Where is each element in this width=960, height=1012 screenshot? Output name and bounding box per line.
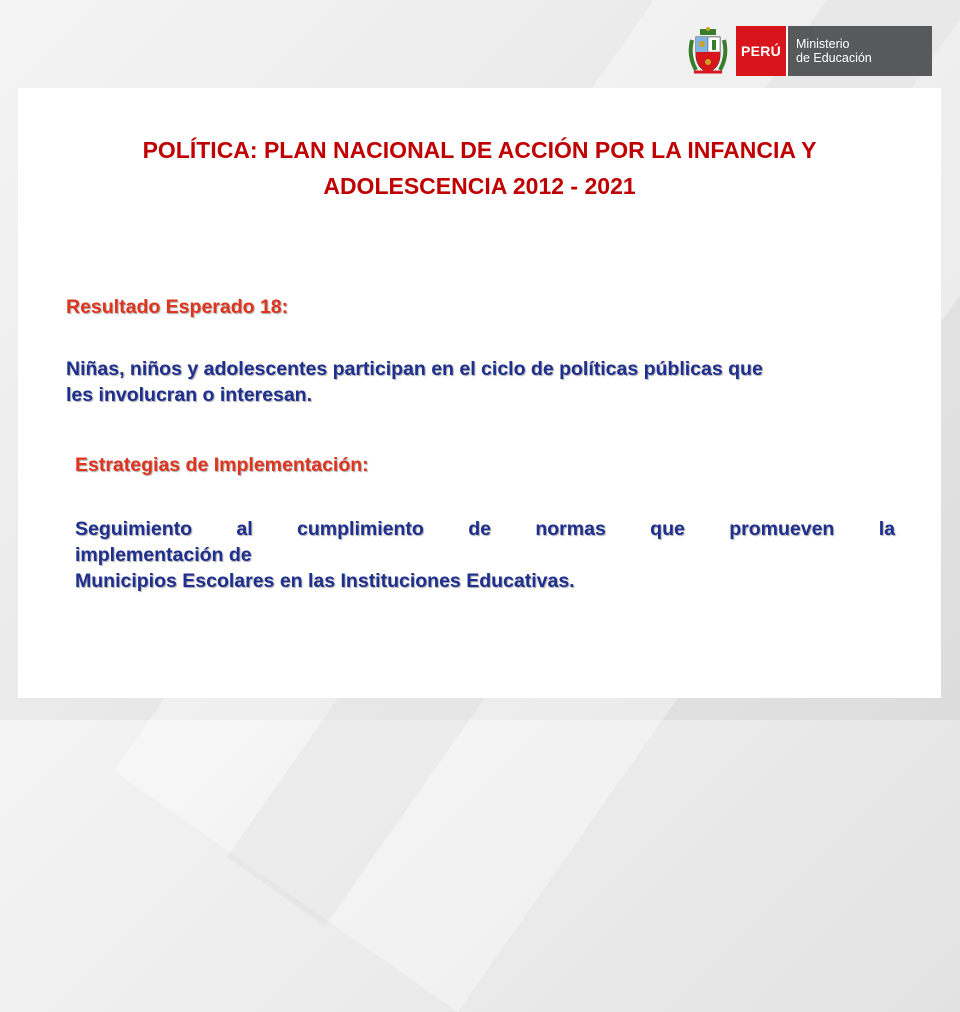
content-panel — [18, 88, 941, 698]
title-line-2: ADOLESCENCIA 2012 - 2021 — [323, 173, 636, 199]
strategy-line-1: Seguimiento al cumplimiento de normas que promueven la — [75, 518, 895, 540]
strategy-line-3: Municipios Escolares en las Instituciones Educativas. — [75, 570, 575, 592]
peru-label: PERÚ — [736, 26, 786, 76]
strategy-text — [75, 516, 895, 594]
result-text-line-1: Niñas, niños y adolescentes participan en el ciclo de políticas públicas que — [66, 358, 763, 380]
slide-title — [18, 132, 941, 204]
ministry-logo — [686, 26, 932, 76]
title-line-1: POLÍTICA: PLAN NACIONAL DE ACCIÓN POR LA INFANCIA Y — [142, 137, 817, 163]
coat-of-arms-icon — [686, 26, 730, 76]
ministry-line-1: Ministerio — [796, 37, 850, 51]
ministry-line-2: de Educación — [796, 51, 872, 65]
result-text-line-2: les involucran o interesan. — [66, 384, 312, 406]
ministry-name — [786, 26, 932, 76]
strategy-line-2: implementación de — [75, 544, 252, 566]
strategy-label: Estrategias de Implementación: — [75, 454, 369, 476]
result-text — [66, 356, 886, 408]
result-label: Resultado Esperado 18: — [66, 296, 289, 318]
